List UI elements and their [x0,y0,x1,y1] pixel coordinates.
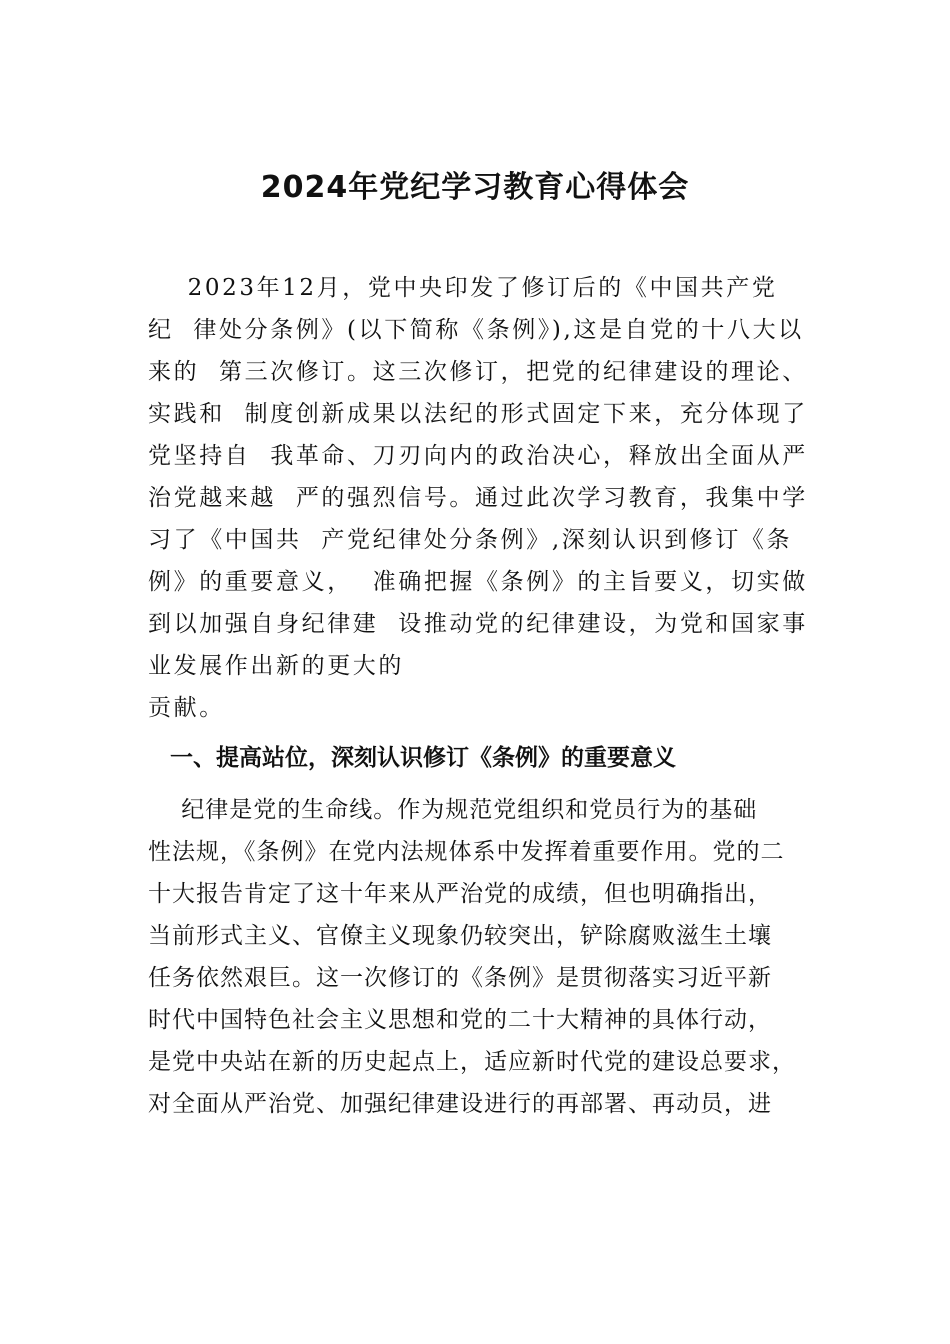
section-1-line-4: 当前形式主义、官僚主义现象仍较突出，铲除腐败滋生土壤 [148,923,772,949]
section-1-line-8: 对全面从严治党、加强纪律建设进行的再部署、再动员，进 [148,1091,772,1117]
intro-line-2: 纪 律处分条例》(以下简称《条例》),这是自党的十八大以 [148,317,804,343]
section-1-line-3: 十大报告肯定了这十年来从严治党的成绩，但也明确指出， [148,881,772,907]
section-1-line-1: 纪律是党的生命线。作为规范党组织和党员行为的基础 [148,797,758,823]
intro-line-6: 治党越来越 严的强烈信号。通过此次学习教育，我集中学 [148,485,808,511]
section-1-heading: 一、提高站位，深刻认识修订《条例》的重要意义 [170,745,676,771]
document-title: 2024年党纪学习教育心得体会 [260,170,690,205]
section-1-line-6: 时代中国特色社会主义思想和党的二十大精神的具体行动， [148,1007,772,1033]
intro-line-11: 贡献。 [148,695,225,721]
intro-line-9: 到以加强自身纪律建 设推动党的纪律建设，为党和国家事 [148,611,808,637]
intro-line-7: 习了《中国共 产党纪律处分条例》,深刻认识到修订《条 [148,527,793,553]
section-1-line-5: 任务依然艰巨。这一次修订的《条例》是贯彻落实习近平新 [148,965,772,991]
intro-line-3: 来的 第三次修订。这三次修订，把党的纪律建设的理论、 [148,359,808,385]
intro-line-8: 例》的重要意义， 准确把握《条例》的主旨要义，切实做 [148,569,808,595]
intro-line-4: 实践和 制度创新成果以法纪的形式固定下来，充分体现了 [148,401,808,427]
intro-line-1: 2023年12月，党中央印发了修订后的《中国共产党 [148,275,778,301]
section-1-line-2: 性法规，《条例》在党内法规体系中发挥着重要作用。党的二 [148,839,785,865]
intro-line-5: 党坚持自 我革命、刀刃向内的政治决心，释放出全面从严 [148,443,808,469]
section-1-line-7: 是党中央站在新的历史起点上，适应新时代党的建设总要求， [148,1049,796,1075]
intro-line-10: 业发展作出新的更大的 [148,653,404,679]
